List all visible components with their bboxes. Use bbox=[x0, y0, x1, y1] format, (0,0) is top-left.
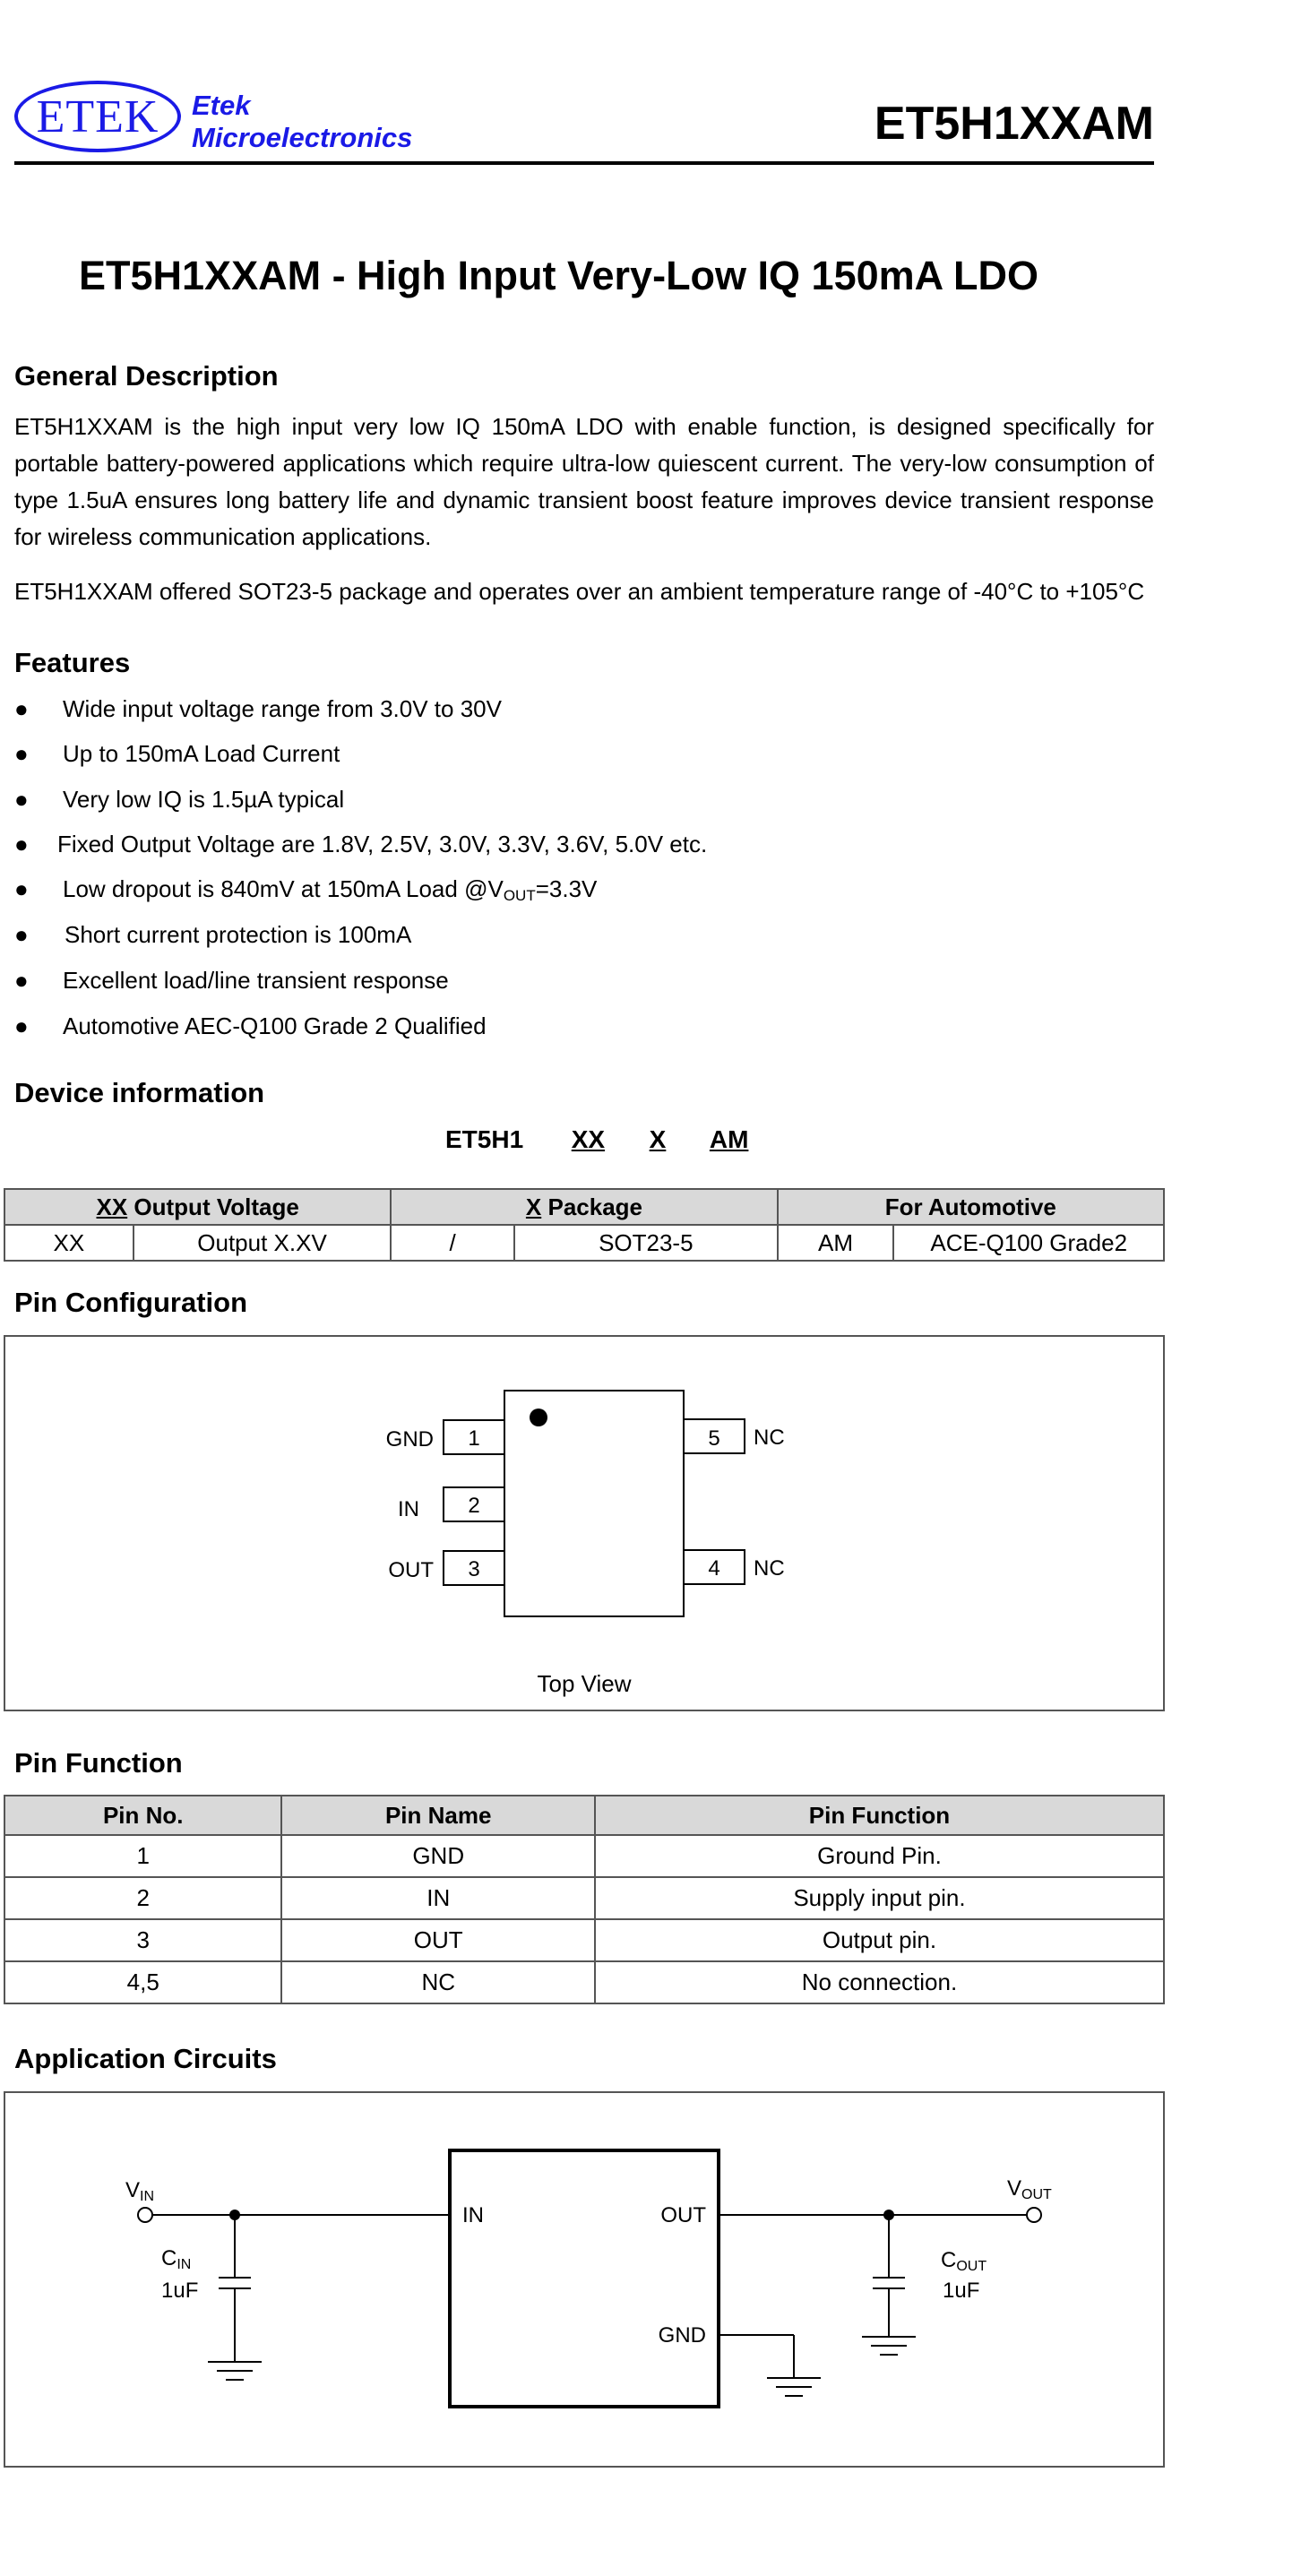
code-package: X bbox=[649, 1125, 667, 1153]
feature-item: ● Low dropout is 840mV at 150mA Load $@V_{OUT}=3.3V$ bbox=[14, 875, 598, 904]
vin-label: VIN bbox=[125, 2178, 155, 2204]
feature-item: ● Very low IQ is 1.5µA typical bbox=[14, 786, 345, 813]
table-cell: / bbox=[391, 1225, 514, 1261]
table-header: X Package bbox=[391, 1189, 777, 1225]
pin-configuration-box bbox=[4, 1335, 1165, 1711]
ic-pin-out-label: OUT bbox=[660, 2203, 706, 2227]
svg-text:3: 3 bbox=[468, 1557, 480, 1581]
bullet-icon: ● bbox=[14, 831, 29, 857]
pin-3 bbox=[388, 1551, 504, 1585]
application-circuits-heading: Application Circuits bbox=[14, 2043, 277, 2074]
ordering-code bbox=[445, 1125, 748, 1154]
svg-text:GND: GND bbox=[385, 1427, 434, 1452]
pin1-marker-dot bbox=[530, 1409, 547, 1426]
table-row: 4,5 NC No connection. bbox=[4, 1961, 1164, 2003]
svg-text:2: 2 bbox=[468, 1494, 480, 1518]
pin-function-heading: Pin Function bbox=[14, 1747, 183, 1779]
ic-pin-in-label: IN bbox=[462, 2203, 484, 2227]
cin-label: CIN bbox=[161, 2246, 192, 2272]
bullet-icon: ● bbox=[14, 875, 29, 902]
table-cell: ACE-Q100 Grade2 bbox=[893, 1225, 1164, 1261]
general-description-heading: General Description bbox=[14, 360, 279, 392]
bullet-icon: ● bbox=[14, 786, 29, 813]
svg-text:4: 4 bbox=[708, 1556, 720, 1581]
header-rule bbox=[14, 161, 1154, 165]
svg-text:1: 1 bbox=[468, 1426, 480, 1451]
company-name bbox=[192, 90, 412, 154]
pin-2 bbox=[398, 1487, 504, 1521]
pin-diagram bbox=[5, 1337, 1163, 1710]
bullet-icon: ● bbox=[14, 695, 29, 722]
device-info-table bbox=[4, 1188, 1165, 1262]
table-header: Pin Name bbox=[281, 1796, 594, 1835]
cout-value: 1uF bbox=[943, 2279, 980, 2303]
ic-pin-gnd-label: GND bbox=[658, 2323, 706, 2348]
table-row: 2 IN Supply input pin. bbox=[4, 1877, 1164, 1919]
table-row: 1 GND Ground Pin. bbox=[4, 1835, 1164, 1877]
top-view-caption: Top View bbox=[537, 1670, 632, 1697]
feature-item: ● Excellent load/line transient response bbox=[14, 967, 449, 994]
svg-text:NC: NC bbox=[754, 1426, 785, 1450]
svg-text:IN: IN bbox=[398, 1497, 419, 1521]
bullet-icon: ● bbox=[14, 740, 29, 767]
vout-terminal bbox=[1027, 2208, 1041, 2222]
feature-item: ● Short current protection is 100mA bbox=[14, 921, 412, 948]
feature-item: ● Up to 150mA Load Current bbox=[14, 740, 340, 767]
table-cell: SOT23-5 bbox=[514, 1225, 778, 1261]
cin-value: 1uF bbox=[161, 2279, 199, 2303]
table-header: XX Output Voltage bbox=[4, 1189, 391, 1225]
vin-terminal bbox=[138, 2208, 152, 2222]
feature-item: ● Fixed Output Voltage are 1.8V, 2.5V, 3.0V, 3.3V, 3.6V, 5.0V etc. bbox=[14, 831, 708, 857]
bullet-icon: ● bbox=[14, 1012, 29, 1039]
feature-item: ● Wide input voltage range from 3.0V to 30V bbox=[14, 695, 502, 722]
code-base: ET5H1 bbox=[445, 1125, 524, 1153]
pin-5 bbox=[684, 1419, 785, 1453]
logo-text: ETEK bbox=[36, 90, 159, 142]
code-automotive: AM bbox=[709, 1125, 749, 1153]
device-information-heading: Device information bbox=[14, 1077, 265, 1108]
general-description-paragraph-2: ET5H1XXAM offered SOT23-5 package and operates over an ambient temperature range of -40°C to +105°C bbox=[14, 578, 1145, 605]
ic-body bbox=[504, 1391, 684, 1616]
table-header: Pin No. bbox=[4, 1796, 281, 1835]
table-row: 3 OUT Output pin. bbox=[4, 1919, 1164, 1961]
svg-text:NC: NC bbox=[754, 1556, 785, 1581]
application-circuit-diagram bbox=[5, 2093, 1163, 2466]
pin-configuration-heading: Pin Configuration bbox=[14, 1287, 248, 1318]
code-voltage: XX bbox=[571, 1125, 606, 1153]
input-junction bbox=[229, 2210, 240, 2220]
company-line1: Etek bbox=[192, 90, 251, 121]
company-line2: Microelectronics bbox=[192, 122, 413, 153]
table-cell: AM bbox=[778, 1225, 894, 1261]
pin-1 bbox=[386, 1420, 504, 1454]
document-title: ET5H1XXAM - High Input Very-Low IQ 150mA LDO bbox=[79, 253, 1038, 298]
bullet-icon: ● bbox=[14, 921, 29, 948]
company-logo bbox=[14, 81, 181, 152]
bullet-icon: ● bbox=[14, 967, 29, 994]
table-cell: XX bbox=[4, 1225, 134, 1261]
features-heading: Features bbox=[14, 647, 131, 678]
svg-text:5: 5 bbox=[708, 1426, 720, 1451]
ldo-ic-block bbox=[450, 2150, 719, 2407]
table-cell: Output X.XV bbox=[134, 1225, 392, 1261]
cout-label: COUT bbox=[941, 2248, 987, 2274]
pin-4 bbox=[684, 1550, 785, 1584]
feature-item: ● Automotive AEC-Q100 Grade 2 Qualified bbox=[14, 1012, 487, 1039]
table-header: For Automotive bbox=[778, 1189, 1164, 1225]
header-part-number: ET5H1XXAM bbox=[874, 98, 1154, 150]
table-header: Pin Function bbox=[595, 1796, 1164, 1835]
pin-function-table bbox=[4, 1795, 1165, 2004]
general-description-paragraph-1: ET5H1XXAM is the high input very low IQ 150mA LDO with enable function, is designed specifically for portable battery-powered applications which require ultra-low quiescent current. The very-low consumption of type 1.5uA ensures long battery life and dynamic transient boost feature improves device transient response for wireless communication applications. bbox=[14, 413, 1154, 550]
vout-label: VOUT bbox=[1007, 2176, 1052, 2202]
output-junction bbox=[883, 2210, 894, 2220]
svg-text:OUT: OUT bbox=[388, 1558, 434, 1582]
application-circuit-box bbox=[4, 2091, 1165, 2468]
